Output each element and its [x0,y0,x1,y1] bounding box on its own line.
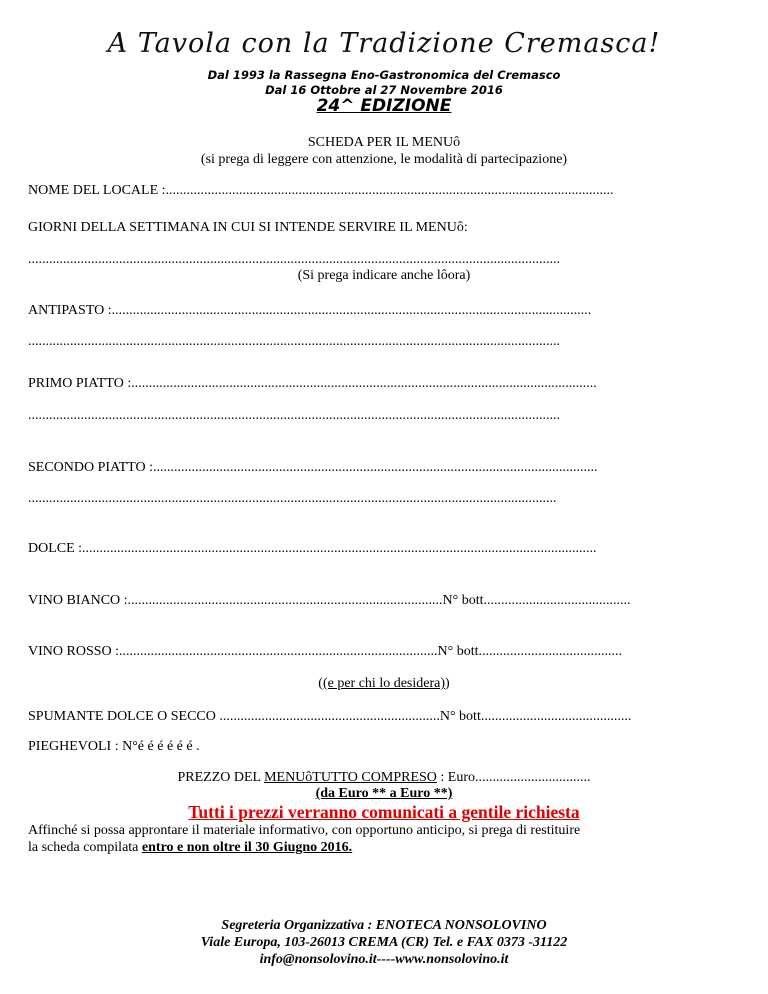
instructions-line-2: la scheda compilata entro e non oltre il 30 Giugno 2016. [28,840,353,855]
price-notice: Tutti i prezzi verranno comunicati a gentile richiesta [188,802,580,822]
field-dolce[interactable]: DOLCE :................................................................................................................................................... [28,541,597,556]
field-giorni[interactable]: ........................................................................................................................................................ [28,252,560,267]
field-spumante[interactable]: SPUMANTE DOLCE O SECCO ...............................................................N° bott........................................... [28,709,632,724]
ora-note: (Si prega indicare anche lôora) [297,268,471,283]
footer-address: Viale Europa, 103-26013 CREMA (CR) Tel. e FAX 0373 -31122 [200,935,568,950]
edition-heading: 24^ EDIZIONE [316,96,452,116]
field-antipasto[interactable]: ANTIPASTO :......................................................................................................................................... [28,303,592,318]
event-title: A Tavola con la Tradizione Cremasca! [107,28,661,59]
footer-organizer: Segreteria Organizzativa : ENOTECA NONSOLOVINO [221,918,547,933]
form-note: (si prega di leggere con attenzione, le modalità di partecipazione) [200,152,568,167]
footer-contacts[interactable]: info@nonsolovino.it----www.nonsolovino.it [259,952,509,967]
event-subtitle-2: Dal 16 Ottobre al 27 Novembre 2016 [265,83,503,97]
field-giorni-label: GIORNI DELLA SETTIMANA IN CUI SI INTENDE SERVIRE IL MENUô: [28,220,468,235]
form-heading: SCHEDA PER IL MENUô [307,135,461,150]
optional-note: ((e per chi lo desidera)) [318,676,450,691]
prezzo-range: (da Euro ** a Euro **) [315,786,453,801]
event-subtitle-1: Dal 1993 la Rassegna Eno-Gastronomica del Cremasco [207,68,561,82]
field-pieghevoli[interactable]: PIEGHEVOLI : N°é é é é é é . [28,739,200,754]
field-nome-locale[interactable]: NOME DEL LOCALE :................................................................................................................................ [28,183,614,198]
prezzo-label[interactable]: PREZZO DEL MENUôTUTTO COMPRESO : Euro................................. [177,770,591,785]
field-primo[interactable]: PRIMO PIATTO :..................................................................................................................................... [28,376,597,391]
instructions-line-1: Affinché si possa approntare il materiale informativo, con opportuno anticipo, si prega di restituire [28,823,581,838]
field-vino-rosso[interactable]: VINO ROSSO :...........................................................................................N° bott......................................... [28,644,623,659]
field-secondo[interactable]: SECONDO PIATTO :............................................................................................................................... [28,460,598,475]
field-primo-extra[interactable]: ........................................................................................................................................................ [28,408,560,423]
field-secondo-extra[interactable]: ....................................................................................................................................................... [28,491,557,506]
field-antipasto-extra[interactable]: ........................................................................................................................................................ [28,334,560,349]
field-vino-bianco[interactable]: VINO BIANCO :..........................................................................................N° bott.......................................... [28,593,631,608]
